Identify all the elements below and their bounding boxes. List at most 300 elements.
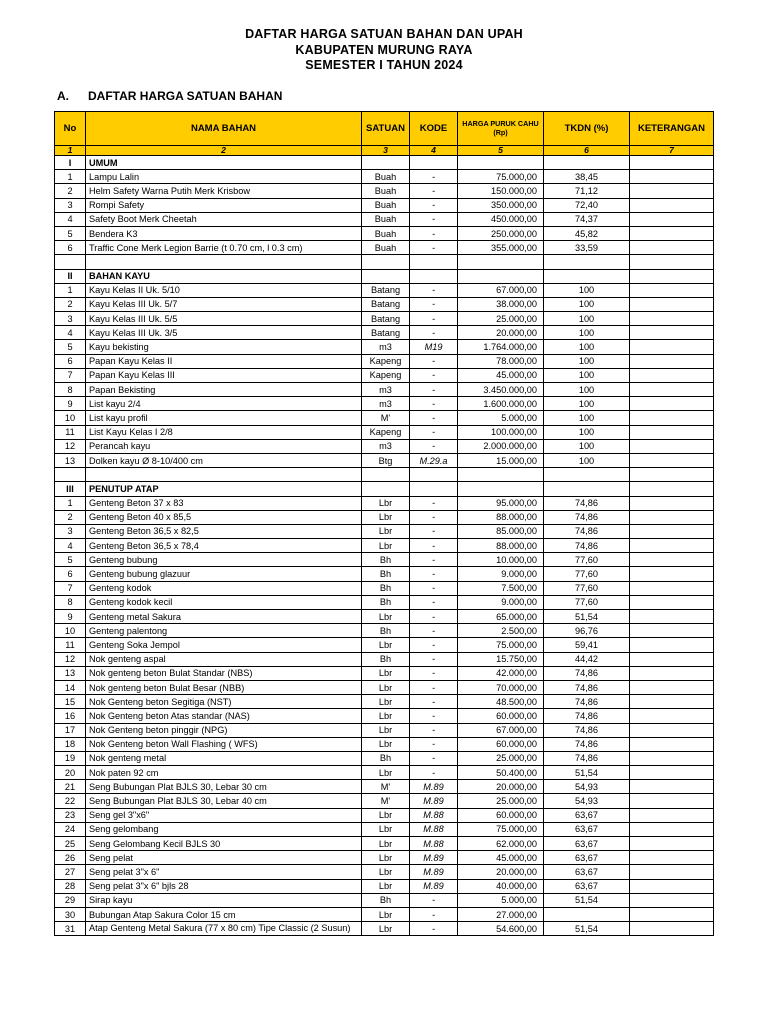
cell-no: 7 xyxy=(55,581,86,595)
cell-nama-bahan: List kayu 2/4 xyxy=(86,397,362,411)
cell-tkdn: 45,82 xyxy=(544,226,630,240)
table-row xyxy=(55,539,714,553)
cell-harga: 88.000,00 xyxy=(458,539,544,553)
cell-no: 17 xyxy=(55,723,86,737)
table-row xyxy=(55,198,714,212)
table-row xyxy=(55,709,714,723)
cell-tkdn xyxy=(544,907,630,921)
cell-tkdn: 100 xyxy=(544,397,630,411)
cell-kode xyxy=(410,269,458,283)
cell-tkdn: 51,54 xyxy=(544,610,630,624)
cell-keterangan xyxy=(630,893,714,907)
cell-satuan: Bh xyxy=(362,567,410,581)
cell-keterangan xyxy=(630,737,714,751)
cell-keterangan xyxy=(630,496,714,510)
cell-satuan: Buah xyxy=(362,170,410,184)
cell-no: 10 xyxy=(55,411,86,425)
cell-nama-bahan: Bubungan Atap Sakura Color 15 cm xyxy=(86,907,362,921)
cell-tkdn: 51,54 xyxy=(544,922,630,936)
table-row xyxy=(55,737,714,751)
cell-nama-bahan xyxy=(86,468,362,482)
cell-nama-bahan: PENUTUP ATAP xyxy=(86,482,362,496)
cell-tkdn: 74,86 xyxy=(544,539,630,553)
cell-satuan: Lbr xyxy=(362,907,410,921)
title-line-3: SEMESTER I TAHUN 2024 xyxy=(305,58,463,72)
table-row xyxy=(55,581,714,595)
cell-tkdn: 74,86 xyxy=(544,709,630,723)
cell-kode: - xyxy=(410,312,458,326)
cell-keterangan xyxy=(630,837,714,851)
cell-satuan xyxy=(362,468,410,482)
table-row xyxy=(55,453,714,467)
cell-satuan: Lbr xyxy=(362,737,410,751)
cell-harga: 25.000,00 xyxy=(458,794,544,808)
cell-kode: - xyxy=(410,751,458,765)
cell-harga xyxy=(458,156,544,170)
cell-satuan: Lbr xyxy=(362,539,410,553)
cell-harga: 85.000,00 xyxy=(458,524,544,538)
cell-nama-bahan: List kayu profil xyxy=(86,411,362,425)
group-row xyxy=(55,482,714,496)
table-row xyxy=(55,822,714,836)
cell-keterangan xyxy=(630,680,714,694)
cell-no: 4 xyxy=(55,326,86,340)
cell-satuan: Lbr xyxy=(362,680,410,694)
cell-harga: 9.000,00 xyxy=(458,595,544,609)
cell-tkdn: 74,86 xyxy=(544,695,630,709)
cell-nama-bahan: Nok genteng metal xyxy=(86,751,362,765)
cell-keterangan xyxy=(630,468,714,482)
cell-nama-bahan: Atap Genteng Metal Sakura (77 x 80 cm) Tipe Classic (2 Susun) xyxy=(86,922,362,936)
cell-keterangan xyxy=(630,439,714,453)
cell-satuan xyxy=(362,482,410,496)
cell-harga: 27.000,00 xyxy=(458,907,544,921)
cell-harga: 60.000,00 xyxy=(458,709,544,723)
cell-nama-bahan: Seng pelat 3"x 6" xyxy=(86,865,362,879)
cell-kode: - xyxy=(410,326,458,340)
cell-keterangan xyxy=(630,907,714,921)
cell-keterangan xyxy=(630,610,714,624)
cell-kode: - xyxy=(410,184,458,198)
cell-keterangan xyxy=(630,822,714,836)
cell-harga: 7.500,00 xyxy=(458,581,544,595)
cell-satuan: Lbr xyxy=(362,808,410,822)
table-row xyxy=(55,184,714,198)
cell-harga: 60.000,00 xyxy=(458,737,544,751)
cell-kode xyxy=(410,255,458,269)
cell-keterangan xyxy=(630,652,714,666)
cell-satuan: Lbr xyxy=(362,865,410,879)
header-nama-bahan: NAMA BAHAN xyxy=(86,112,362,146)
cell-keterangan xyxy=(630,524,714,538)
cell-keterangan xyxy=(630,539,714,553)
cell-tkdn: 100 xyxy=(544,283,630,297)
cell-no: 26 xyxy=(55,851,86,865)
cell-harga xyxy=(458,255,544,269)
section-heading xyxy=(57,89,282,103)
table-row xyxy=(55,439,714,453)
cell-nama-bahan: Bendera K3 xyxy=(86,226,362,240)
cell-nama-bahan: Traffic Cone Merk Legion Barrie (t 0.70 cm, l 0.3 cm) xyxy=(86,241,362,255)
cell-harga xyxy=(458,269,544,283)
cell-kode: M19 xyxy=(410,340,458,354)
cell-satuan: Lbr xyxy=(362,837,410,851)
cell-nama-bahan: Kayu Kelas III Uk. 5/7 xyxy=(86,297,362,311)
cell-kode: - xyxy=(410,695,458,709)
title-line-2: KABUPATEN MURUNG RAYA xyxy=(295,42,473,57)
cell-satuan: Kapeng xyxy=(362,425,410,439)
cell-kode: - xyxy=(410,226,458,240)
cell-keterangan xyxy=(630,226,714,240)
cell-nama-bahan: Rompi Safety xyxy=(86,198,362,212)
cell-harga: 15.750,00 xyxy=(458,652,544,666)
cell-kode: - xyxy=(410,524,458,538)
cell-harga: 20.000,00 xyxy=(458,326,544,340)
cell-nama-bahan: Seng Bubungan Plat BJLS 30, Lebar 40 cm xyxy=(86,794,362,808)
cell-tkdn: 74,86 xyxy=(544,496,630,510)
cell-satuan: Lbr xyxy=(362,610,410,624)
cell-tkdn xyxy=(544,156,630,170)
cell-nama-bahan: Nok genteng beton Bulat Standar (NBS) xyxy=(86,666,362,680)
cell-no: 12 xyxy=(55,439,86,453)
cell-kode: - xyxy=(410,425,458,439)
table-row xyxy=(55,723,714,737)
cell-kode: - xyxy=(410,638,458,652)
cell-no: 4 xyxy=(55,212,86,226)
cell-no: 5 xyxy=(55,340,86,354)
table-row xyxy=(55,241,714,255)
cell-nama-bahan: Helm Safety Warna Putih Merk Krisbow xyxy=(86,184,362,198)
cell-satuan: Lbr xyxy=(362,851,410,865)
cell-harga: 25.000,00 xyxy=(458,312,544,326)
cell-keterangan xyxy=(630,297,714,311)
cell-tkdn: 74,86 xyxy=(544,524,630,538)
cell-kode: - xyxy=(410,170,458,184)
cell-tkdn: 63,67 xyxy=(544,865,630,879)
cell-kode: M.88 xyxy=(410,837,458,851)
cell-kode: M.89 xyxy=(410,851,458,865)
table-row xyxy=(55,808,714,822)
cell-kode: M.89 xyxy=(410,794,458,808)
cell-no: 3 xyxy=(55,524,86,538)
cell-kode: - xyxy=(410,652,458,666)
cell-keterangan xyxy=(630,453,714,467)
cell-no: 11 xyxy=(55,425,86,439)
cell-tkdn: 72,40 xyxy=(544,198,630,212)
cell-no: 11 xyxy=(55,638,86,652)
cell-satuan: M' xyxy=(362,794,410,808)
cell-satuan: Lbr xyxy=(362,496,410,510)
cell-tkdn: 51,54 xyxy=(544,766,630,780)
cell-harga: 25.000,00 xyxy=(458,751,544,765)
cell-nama-bahan: Seng Bubungan Plat BJLS 30, Lebar 30 cm xyxy=(86,780,362,794)
cell-kode: - xyxy=(410,496,458,510)
cell-nama-bahan: Nok genteng beton Bulat Besar (NBB) xyxy=(86,680,362,694)
cell-nama-bahan: Genteng Soka Jempol xyxy=(86,638,362,652)
cell-keterangan xyxy=(630,368,714,382)
header-tkdn: TKDN (%) xyxy=(544,112,630,146)
colnum-2: 2 xyxy=(86,146,362,156)
cell-kode: - xyxy=(410,893,458,907)
cell-kode: - xyxy=(410,581,458,595)
header-satuan: SATUAN xyxy=(362,112,410,146)
table-row xyxy=(55,212,714,226)
cell-tkdn xyxy=(544,482,630,496)
cell-harga: 100.000,00 xyxy=(458,425,544,439)
table-row xyxy=(55,666,714,680)
cell-harga: 250.000,00 xyxy=(458,226,544,240)
cell-nama-bahan: Kayu Kelas III Uk. 5/5 xyxy=(86,312,362,326)
cell-tkdn: 63,67 xyxy=(544,837,630,851)
cell-nama-bahan: Dolken kayu Ø 8-10/400 cm xyxy=(86,453,362,467)
cell-nama-bahan: Nok Genteng beton Wall Flashing ( WFS) xyxy=(86,737,362,751)
table-row xyxy=(55,397,714,411)
cell-tkdn: 74,86 xyxy=(544,737,630,751)
cell-no: 4 xyxy=(55,539,86,553)
table-row xyxy=(55,326,714,340)
cell-keterangan xyxy=(630,723,714,737)
cell-no: 20 xyxy=(55,766,86,780)
cell-tkdn: 74,86 xyxy=(544,751,630,765)
cell-tkdn: 77,60 xyxy=(544,581,630,595)
cell-nama-bahan: Nok Genteng beton pinggir (NPG) xyxy=(86,723,362,737)
cell-nama-bahan: Papan Kayu Kelas III xyxy=(86,368,362,382)
cell-harga: 20.000,00 xyxy=(458,865,544,879)
cell-harga: 45.000,00 xyxy=(458,851,544,865)
cell-no: 10 xyxy=(55,624,86,638)
cell-kode: - xyxy=(410,198,458,212)
cell-tkdn: 54,93 xyxy=(544,794,630,808)
cell-keterangan xyxy=(630,751,714,765)
cell-satuan: Batang xyxy=(362,297,410,311)
cell-keterangan xyxy=(630,411,714,425)
cell-keterangan xyxy=(630,553,714,567)
cell-satuan: Batang xyxy=(362,283,410,297)
cell-nama-bahan: Genteng Beton 40 x 85,5 xyxy=(86,510,362,524)
table-row xyxy=(55,893,714,907)
cell-harga: 150.000,00 xyxy=(458,184,544,198)
cell-harga: 1.600.000,00 xyxy=(458,397,544,411)
cell-nama-bahan: Kayu bekisting xyxy=(86,340,362,354)
cell-harga: 10.000,00 xyxy=(458,553,544,567)
cell-keterangan xyxy=(630,269,714,283)
cell-satuan: Lbr xyxy=(362,879,410,893)
cell-keterangan xyxy=(630,482,714,496)
cell-no: 24 xyxy=(55,822,86,836)
cell-keterangan xyxy=(630,865,714,879)
table-row xyxy=(55,837,714,851)
cell-keterangan xyxy=(630,283,714,297)
cell-satuan: Bh xyxy=(362,624,410,638)
cell-tkdn: 74,86 xyxy=(544,666,630,680)
cell-tkdn: 63,67 xyxy=(544,879,630,893)
cell-kode: - xyxy=(410,397,458,411)
table-row xyxy=(55,425,714,439)
cell-keterangan xyxy=(630,624,714,638)
cell-harga: 38.000,00 xyxy=(458,297,544,311)
cell-kode: M.88 xyxy=(410,822,458,836)
cell-tkdn: 96,76 xyxy=(544,624,630,638)
cell-no: 12 xyxy=(55,652,86,666)
cell-kode: - xyxy=(410,553,458,567)
cell-satuan: Buah xyxy=(362,212,410,226)
colnum-6: 6 xyxy=(544,146,630,156)
cell-keterangan xyxy=(630,595,714,609)
cell-satuan: Buah xyxy=(362,184,410,198)
cell-keterangan xyxy=(630,766,714,780)
cell-tkdn: 100 xyxy=(544,312,630,326)
cell-satuan: Batang xyxy=(362,326,410,340)
cell-nama-bahan: Seng gel 3"x6" xyxy=(86,808,362,822)
table-row xyxy=(55,695,714,709)
section-letter: A. xyxy=(57,89,69,103)
cell-kode: - xyxy=(410,666,458,680)
cell-nama-bahan: Genteng palentong xyxy=(86,624,362,638)
header-no: No xyxy=(55,112,86,146)
cell-no: 9 xyxy=(55,397,86,411)
cell-tkdn: 100 xyxy=(544,425,630,439)
cell-kode: - xyxy=(410,368,458,382)
cell-no: II xyxy=(55,269,86,283)
cell-harga: 2.000.000,00 xyxy=(458,439,544,453)
spacer-row xyxy=(55,255,714,269)
cell-harga: 48.500,00 xyxy=(458,695,544,709)
cell-kode: - xyxy=(410,411,458,425)
cell-nama-bahan: Genteng kodok kecil xyxy=(86,595,362,609)
cell-nama-bahan: Genteng kodok xyxy=(86,581,362,595)
cell-satuan: Lbr xyxy=(362,524,410,538)
cell-tkdn: 63,67 xyxy=(544,851,630,865)
cell-no: 6 xyxy=(55,354,86,368)
cell-tkdn: 100 xyxy=(544,340,630,354)
cell-tkdn: 77,60 xyxy=(544,553,630,567)
cell-kode: - xyxy=(410,297,458,311)
table-row xyxy=(55,851,714,865)
cell-harga: 50.400,00 xyxy=(458,766,544,780)
cell-harga: 75.000,00 xyxy=(458,638,544,652)
cell-nama-bahan: Seng pelat 3"x 6" bjls 28 xyxy=(86,879,362,893)
cell-harga xyxy=(458,468,544,482)
cell-nama-bahan xyxy=(86,255,362,269)
cell-satuan: m3 xyxy=(362,397,410,411)
cell-kode: - xyxy=(410,510,458,524)
cell-no: 6 xyxy=(55,567,86,581)
cell-keterangan xyxy=(630,397,714,411)
cell-tkdn: 33,59 xyxy=(544,241,630,255)
cell-harga: 450.000,00 xyxy=(458,212,544,226)
cell-tkdn: 100 xyxy=(544,439,630,453)
cell-no: I xyxy=(55,156,86,170)
cell-keterangan xyxy=(630,184,714,198)
cell-satuan: Lbr xyxy=(362,822,410,836)
cell-no xyxy=(55,255,86,269)
colnum-3: 3 xyxy=(362,146,410,156)
cell-tkdn: 44,42 xyxy=(544,652,630,666)
table-row xyxy=(55,524,714,538)
cell-satuan: M' xyxy=(362,411,410,425)
cell-kode: M.89 xyxy=(410,865,458,879)
cell-no: 5 xyxy=(55,553,86,567)
title-line-1: DAFTAR HARGA SATUAN BAHAN DAN UPAH xyxy=(245,27,523,41)
group-row xyxy=(55,156,714,170)
cell-nama-bahan: Nok genteng aspal xyxy=(86,652,362,666)
cell-kode: M.29.a xyxy=(410,453,458,467)
cell-satuan: M' xyxy=(362,780,410,794)
cell-no: 6 xyxy=(55,241,86,255)
cell-nama-bahan: Kayu Kelas II Uk. 5/10 xyxy=(86,283,362,297)
cell-satuan: m3 xyxy=(362,340,410,354)
table-row xyxy=(55,411,714,425)
cell-nama-bahan: Kayu Kelas III Uk. 3/5 xyxy=(86,326,362,340)
cell-harga: 20.000,00 xyxy=(458,780,544,794)
cell-satuan: Buah xyxy=(362,226,410,240)
cell-tkdn: 100 xyxy=(544,411,630,425)
cell-no: 27 xyxy=(55,865,86,879)
cell-satuan: Lbr xyxy=(362,638,410,652)
table-row xyxy=(55,610,714,624)
price-table xyxy=(54,111,714,936)
cell-satuan: Lbr xyxy=(362,709,410,723)
cell-harga: 1.764.000,00 xyxy=(458,340,544,354)
cell-keterangan xyxy=(630,255,714,269)
cell-harga: 62.000,00 xyxy=(458,837,544,851)
cell-no: 9 xyxy=(55,610,86,624)
cell-no: 8 xyxy=(55,383,86,397)
cell-satuan: Bh xyxy=(362,595,410,609)
section-label: DAFTAR HARGA SATUAN BAHAN xyxy=(88,89,283,103)
cell-harga: 2.500,00 xyxy=(458,624,544,638)
cell-no: 19 xyxy=(55,751,86,765)
cell-satuan: Buah xyxy=(362,241,410,255)
cell-kode: - xyxy=(410,907,458,921)
table-row xyxy=(55,354,714,368)
cell-no: 1 xyxy=(55,170,86,184)
cell-nama-bahan: Seng pelat xyxy=(86,851,362,865)
table-row xyxy=(55,283,714,297)
cell-nama-bahan: Papan Kayu Kelas II xyxy=(86,354,362,368)
cell-kode: M.89 xyxy=(410,879,458,893)
cell-satuan: Bh xyxy=(362,893,410,907)
cell-no: 7 xyxy=(55,368,86,382)
cell-tkdn: 71,12 xyxy=(544,184,630,198)
cell-kode: - xyxy=(410,709,458,723)
cell-satuan xyxy=(362,156,410,170)
cell-keterangan xyxy=(630,638,714,652)
cell-nama-bahan: Perancah kayu xyxy=(86,439,362,453)
colnum-4: 4 xyxy=(410,146,458,156)
cell-harga: 45.000,00 xyxy=(458,368,544,382)
cell-satuan: Lbr xyxy=(362,695,410,709)
cell-tkdn xyxy=(544,468,630,482)
table-row xyxy=(55,652,714,666)
cell-kode xyxy=(410,156,458,170)
cell-nama-bahan: UMUM xyxy=(86,156,362,170)
cell-harga: 67.000,00 xyxy=(458,723,544,737)
cell-tkdn: 100 xyxy=(544,383,630,397)
cell-keterangan xyxy=(630,879,714,893)
cell-harga: 95.000,00 xyxy=(458,496,544,510)
header-row xyxy=(55,112,714,146)
cell-kode: - xyxy=(410,624,458,638)
cell-no: 25 xyxy=(55,837,86,851)
cell-nama-bahan: Genteng metal Sakura xyxy=(86,610,362,624)
table-row xyxy=(55,567,714,581)
cell-tkdn: 100 xyxy=(544,453,630,467)
cell-keterangan xyxy=(630,808,714,822)
cell-keterangan xyxy=(630,666,714,680)
table-row xyxy=(55,865,714,879)
table-row xyxy=(55,312,714,326)
